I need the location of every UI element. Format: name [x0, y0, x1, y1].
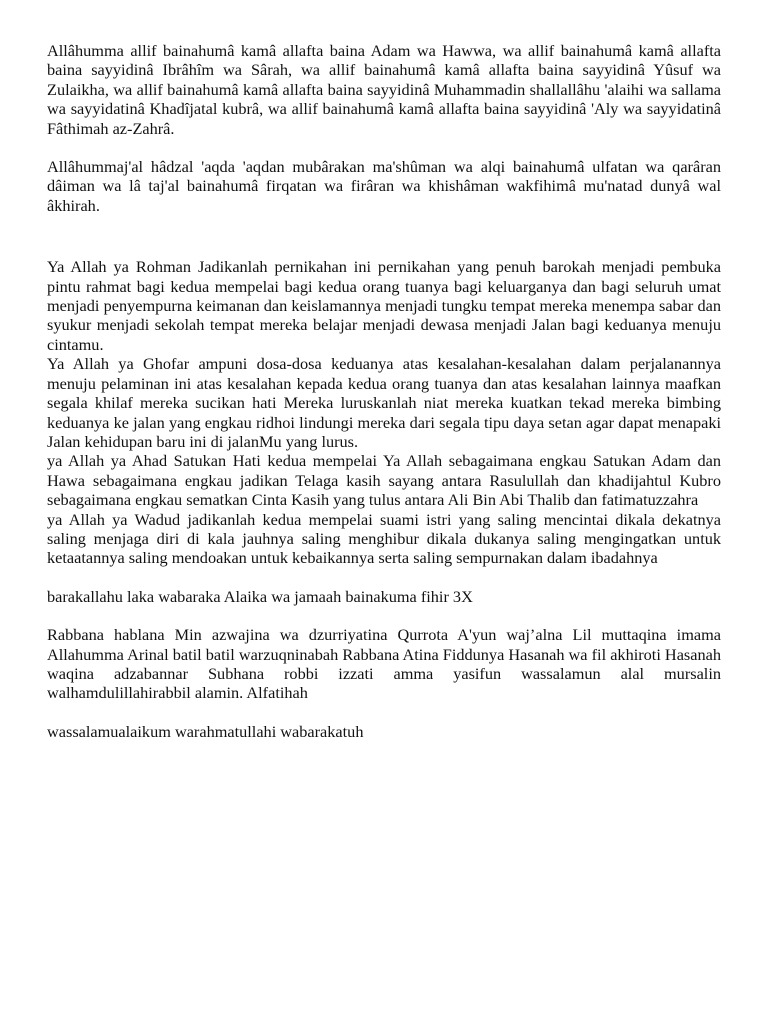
paragraph-ya-ghofar: Ya Allah ya Ghofar ampuni dosa-dosa keduanya atas kesalahan-kesalahan dalam perjalanannya menuju pelaminan ini atas kesalahan kepada kedua orang tuanya dan atas kesalahan lainnya maafkan segala khilaf mereka sucikan hati Mereka luruskanlah niat mereka kuatkan tekad mereka bimbing keduanya ke jalan yang engkau ridhoi lindungi mereka dari segala tipu daya setan agar dapat menapaki Jalan kehidupan baru ini di jalanMu yang lurus.: [47, 354, 721, 451]
paragraph-closing-salam: wassalamualaikum warahmatullahi wabarakatuh: [47, 721, 364, 741]
document-page: [47, 41, 721, 741]
paragraph-doa-aqdan: Allâhummaj'al hâdzal 'aqda 'aqdan mubârakan ma'shûman wa alqi bainahumâ ulfatan wa qarâran dâiman wa lâ taj'al bainahumâ firqatan wa firâran wa khishâman wakfihimâ mu'natad dunyâ wal âkhirah.: [47, 157, 721, 215]
paragraph-ya-wadud: ya Allah ya Wadud jadikanlah kedua mempelai suami istri yang saling mencintai dikala dekatnya saling menjaga diri di kala jauhnya saling menghibur dikala dukanya saling mengingatkan untuk ketaatannya saling mendoakan untuk kebaikannya serta saling sempurnakan dalam ibadahnya: [47, 509, 721, 568]
paragraph-rabbana: Rabbana hablana Min azwajina wa dzurriyatina Qurrota A'yun waj’alna Lil muttaqina imama Allahumma Arinal batil batil warzuqninabah Rabbana Atina Fiddunya Hasanah wa fil akhiroti Hasanah waqina adzabannar Subhana robbi izzati amma yasifun wassalamun alal mursalin walhamdulillahirabbil alamin. Alfatihah: [47, 625, 721, 703]
paragraph-barakallahu: barakallahu laka wabaraka Alaika wa jamaah bainakuma fihir 3X: [47, 586, 473, 606]
paragraph-ya-ahad: ya Allah ya Ahad Satukan Hati kedua mempelai Ya Allah sebagaimana engkau Satukan Adam dan Hawa sebagaimana engkau jadikan Telaga kasih sayang antara Rasulullah dan khadijahtul Kubro sebagaimana engkau sematkan Cinta Kasih yang tulus antara Ali Bin Abi Thalib dan fatimatuzzahra: [47, 451, 721, 510]
paragraph-ya-rohman: Ya Allah ya Rohman Jadikanlah pernikahan ini pernikahan yang penuh barokah menjadi pembuka pintu rahmat bagi kedua mempelai bagi kedua orang tuanya bagi keluarganya dan bagi seluruh umat menjadi penyempurna keimanan dan keislamannya menjadi tungku tempat mereka menempa sabar dan syukur menjadi sekolah tempat mereka belajar menjadi dewasa menjadi Jalan bagi keduanya menuju cintamu.: [47, 257, 721, 354]
paragraph-doa-allif: Allâhumma allif bainahumâ kamâ allafta baina Adam wa Hawwa, wa allif bainahumâ kamâ allafta baina sayyidinâ Ibrâhîm wa Sârah, wa allif bainahumâ kamâ allafta baina sayyidinâ Yûsuf wa Zulaikha, wa allif bainahumâ kamâ allafta baina sayyidinâ Muhammadin shallallâhu 'alaihi wa sallama wa sayyidatinâ Khadîjatal kubrâ, wa allif bainahumâ kamâ allafta baina sayyidinâ 'Aly wa sayyidatinâ Fâthimah az-Zahrâ.: [47, 41, 721, 138]
